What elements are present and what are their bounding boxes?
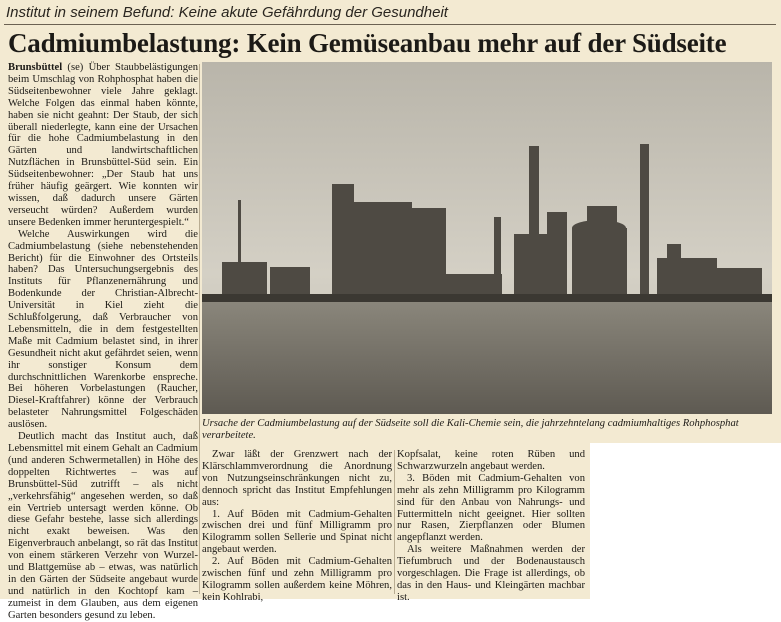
article-column-middle: [202, 449, 392, 604]
column-divider: [199, 64, 200, 594]
article-column-left: [8, 62, 198, 622]
kicker-rule: [4, 24, 776, 25]
photo-shoreline: [202, 294, 772, 302]
photo-image: [202, 62, 772, 414]
column-divider: [394, 450, 395, 594]
article-paragraph: 3. Böden mit Cadmium-Gehalten von mehr als zehn Milligramm pro Kilogramm sind für den Anbau von Nahrungs- und Futtermitteln nicht geeignet. Hier sollten nur Rasen, Zierpflanzen oder Blumen angepflanzt werden.: [397, 472, 585, 544]
article-paragraph: Welche Auswirkungen wird die Cadmiumbelastung (siehe nebenstehenden Bericht) für die Einwohner des Ortsteils haben? Das Untersuchungsergebnis des Instituts für Pflanzenernährung und Bodenkunde der Christian-Albrecht-Universität in Kiel zieht die Schlußfolgerung, daß Verbraucher von Lebensmitteln, die in dem festgestellten Maße mit Cadmium belastet sind, in ihrer Gesundheit nicht akut gefährdet seien, wenn ihr sonstiger Konsum dem durchschnittlichen Warenkorbe enspreche. Bei höheren Vorbelastungen (Raucher, Diesel-Kraftfahrer) könne der Verbrauch belasteter Nahrungsmittel Folgeschäden auslösen.: [8, 228, 198, 431]
headline: Cadmiumbelastung: Kein Gemüseanbau mehr auf der Südseite: [8, 28, 727, 58]
article-paragraph: 2. Auf Böden mit Cadmium-Gehalten zwischen fünf und zehn Milligramm pro Kilogramm sollen außerdem keine Möhren, kein Kohlrabi,: [202, 556, 392, 603]
photo-caption: Ursache der Cadmiumbelastung auf der Südseite soll die Kali-Chemie sein, die jahrzehntelang cadmiumhaltiges Rohphosphat verarbeitete.: [202, 418, 739, 441]
article-paragraph: Kopfsalat, keine roten Rüben und Schwarzwurzeln angebaut werden.: [397, 449, 585, 472]
photo-industrial-plant: [202, 62, 772, 414]
article-paragraph-text: (se) Über Staubbelästigungen beim Umschlag von Rohphosphat haben die Südseitenbewohner viele Jahre geklagt. Welche Folgen das einmal haben könnte, haben sie nicht geahnt: Der Staub, der sich überall niederlegte, kann eine der Ursachen für die hohe Cadmiumbelastung in den Gärten und landwirtschaftlichen Nutzflächen in Brunsbüttel-Süd sein. Ein Südseitenbewohner: „Der Staub hat uns früher häufig geärgert. Wie konnten wir wissen, daß dadurch unsere Gärten verseucht würden? Außerdem wurden unsere Bedenken immer heruntergespielt.“: [8, 62, 198, 228]
photo-water: [202, 302, 772, 414]
kicker-line: Institut in seinem Befund: Keine akute Gefährdung der Gesundheit: [6, 4, 448, 21]
dateline: Brunsbüttel: [8, 62, 63, 73]
article-paragraph: Als weitere Maßnahmen werden der Tiefumbruch und der Bodenaustausch vorgeschlagen. Die Frage ist allerdings, ob das in den Haus- und Kleingärten machbar ist.: [397, 544, 585, 603]
article-paragraph: Deutlich macht das Institut auch, daß Lebensmittel mit einem Gehalt an Cadmium (und anderen Schwermetallen) in Höhe des doppelten Richtwertes – was auf Brunsbüttel-Süd zutrifft – als nicht „verkehrsfähig“ angesehen werden, so daß ein Vertrieb untersagt werden könne. Ob diese Gefahr bestehe, lasse sich allerdings nicht exakt beweisen. Was den Eigenverbrauch anbelangt, so rät das Institut von einem stärkeren Verzehr von Wurzel- und Blattgemüse ab – etwas, was natürlich in den Gärten der Südseite angebaut wurde und natürlich in den Kochtopf kam – zumeist in dem Glauben, aus dem eigenen Garten besonders gesund zu leben.: [8, 431, 198, 621]
article-column-right: [397, 449, 585, 604]
article-paragraph: 1. Auf Böden mit Cadmium-Gehalten zwischen drei und fünf Milligramm pro Kilogramm sollen Sellerie und Spinat nicht angebaut werden.: [202, 508, 392, 556]
article-paragraph: [8, 62, 198, 229]
blank-area: [590, 443, 781, 599]
article-paragraph: Zwar läßt der Grenzwert nach der Klärschlammverordnung die Anordnung von Nutzungseinschränkungen nicht zu, dennoch spricht das Institut Empfehlungen aus:: [202, 449, 392, 508]
